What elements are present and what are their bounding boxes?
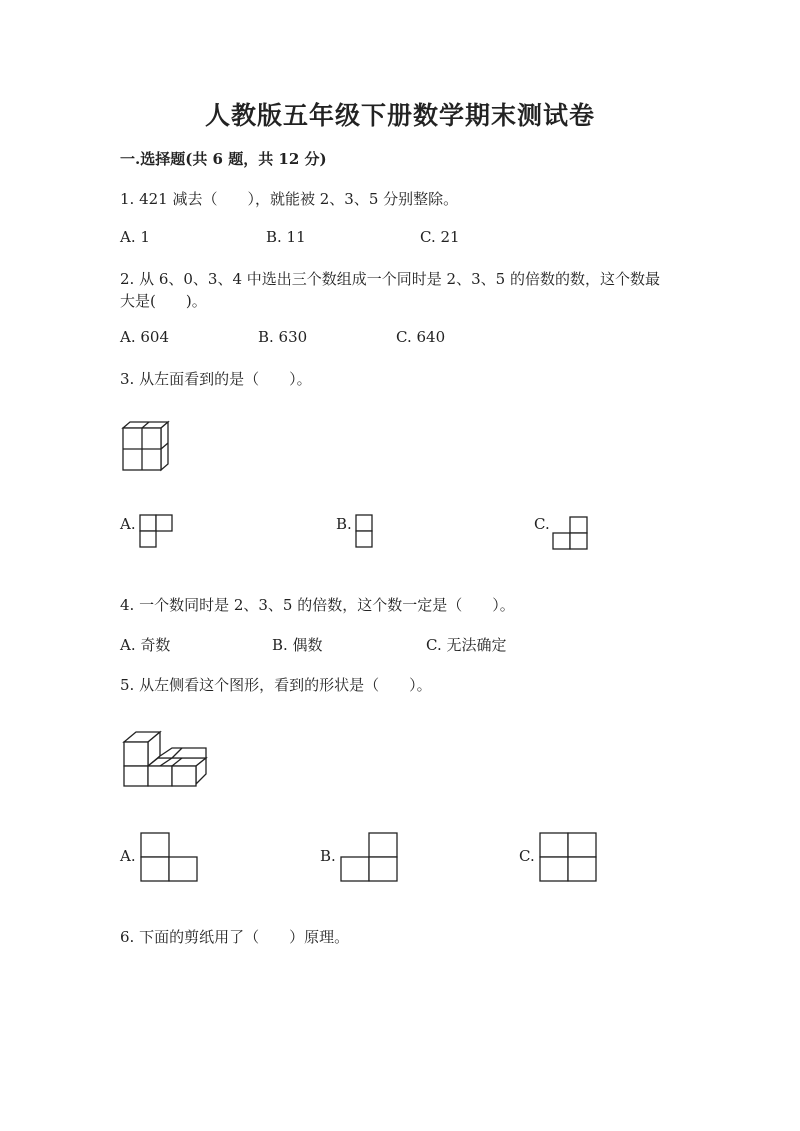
question-3-cube-figure (118, 420, 174, 472)
question-5-option-c[interactable]: C. (519, 847, 535, 865)
question-1-stem: 1. 421 减去（ ），就能被 2、3、5 分别整除。 (120, 190, 459, 208)
question-4-option-a[interactable]: A. 奇数 (120, 636, 171, 654)
question-3-option-b-figure (355, 514, 375, 550)
question-1-option-b[interactable]: B. 11 (266, 228, 306, 246)
question-1-option-a[interactable]: A. 1 (120, 228, 150, 246)
question-5-cube-figure (120, 728, 210, 790)
question-5-stem: 5. 从左侧看这个图形，看到的形状是（ ）。 (120, 676, 432, 694)
question-3-option-c[interactable]: C. (534, 515, 550, 533)
question-5-option-c-figure (539, 832, 599, 884)
question-3-stem: 3. 从左面看到的是（ ）。 (120, 370, 312, 388)
question-6-stem: 6. 下面的剪纸用了（ ）原理。 (120, 928, 350, 946)
question-2-stem-line2: 大是( )。 (120, 292, 207, 310)
question-2-option-c[interactable]: C. 640 (396, 328, 446, 346)
question-1-option-c[interactable]: C. 21 (420, 228, 460, 246)
question-3-option-c-figure (552, 516, 590, 552)
question-4-option-c[interactable]: C. 无法确定 (426, 636, 507, 654)
question-4-stem: 4. 一个数同时是 2、3、5 的倍数，这个数一定是（ ）。 (120, 596, 515, 614)
question-4-option-b[interactable]: B. 偶数 (272, 636, 323, 654)
page-title: 人教版五年级下册数学期末测试卷 (204, 101, 595, 130)
question-3-option-a[interactable]: A. (120, 515, 136, 533)
question-5-option-b[interactable]: B. (320, 847, 336, 865)
question-2-option-a[interactable]: A. 604 (120, 328, 169, 346)
section-heading: 一.选择题(共 6 题，共 12 分) (120, 150, 327, 168)
question-5-option-a-figure (140, 832, 200, 884)
question-2-stem-line1: 2. 从 6、0、3、4 中选出三个数组成一个同时是 2、3、5 的倍数的数，这个数最 (120, 270, 660, 288)
question-3-option-b[interactable]: B. (336, 515, 352, 533)
question-5-option-a[interactable]: A. (120, 847, 136, 865)
question-2-option-b[interactable]: B. 630 (258, 328, 308, 346)
question-3-option-a-figure (139, 514, 175, 550)
question-5-option-b-figure (340, 832, 400, 884)
